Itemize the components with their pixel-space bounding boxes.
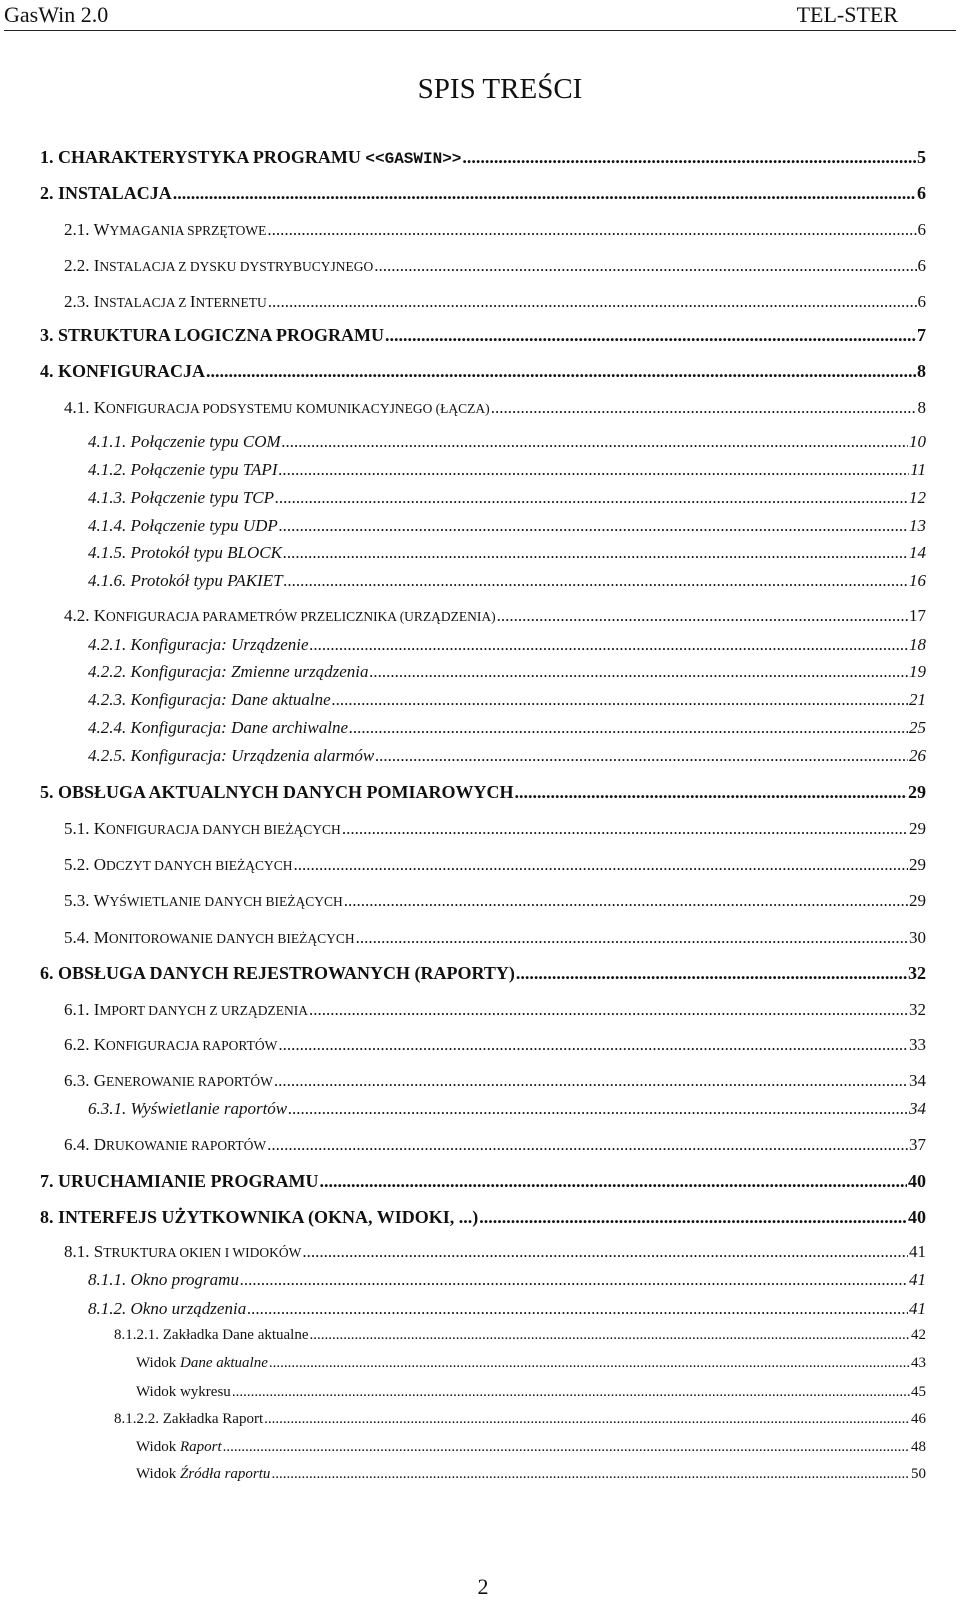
toc-entry[interactable] bbox=[88, 635, 926, 655]
toc-entry-text: Protokół typu PAKIET bbox=[130, 571, 283, 590]
toc-entry-label bbox=[40, 963, 515, 984]
toc-dot-leader bbox=[479, 1207, 907, 1228]
toc-entry[interactable] bbox=[64, 220, 926, 240]
toc-entry-smallcaps: ONFIGURACJA PARAMETRÓW PRZELICZNIKA (URZĄDZENIA) bbox=[106, 609, 496, 624]
toc-entry-label bbox=[64, 819, 341, 839]
toc-entry[interactable] bbox=[40, 1171, 926, 1192]
toc-entry-page: 32 bbox=[909, 1000, 926, 1019]
toc-entry-text: Widok bbox=[136, 1439, 180, 1455]
toc-entry-initial: K bbox=[93, 398, 107, 417]
toc-dot-leader bbox=[267, 220, 916, 240]
toc-entry-smallcaps: ONFIGURACJA DANYCH BIEŻĄCYCH bbox=[106, 822, 341, 837]
toc-entry-page: 17 bbox=[909, 606, 926, 625]
toc-entry-page: 30 bbox=[909, 928, 926, 947]
toc-dot-leader bbox=[344, 891, 908, 911]
toc-entry-label bbox=[40, 782, 514, 803]
toc-entry-smallcaps: NSTALACJA Z bbox=[99, 295, 190, 310]
toc-entry-label bbox=[64, 256, 373, 276]
toc-entry-text: Zakładka Dane aktualne bbox=[162, 1327, 309, 1343]
toc-entry-initial: W bbox=[93, 220, 110, 239]
toc-entry-page: 46 bbox=[911, 1411, 926, 1427]
toc-entry-number: 8.1.1. bbox=[88, 1270, 131, 1289]
page-title: SPIS TREŚCI bbox=[417, 73, 583, 105]
toc-entry-text: Widok wykresu bbox=[136, 1384, 231, 1400]
toc-entry-smallcaps: NSTALACJA Z DYSKU DYSTRYBUCYJNEGO bbox=[99, 259, 374, 274]
toc-entry-number: 3. bbox=[40, 325, 58, 345]
toc-entry-smallcaps: ONFIGURACJA RAPORTÓW bbox=[106, 1038, 278, 1053]
toc-entry[interactable] bbox=[114, 1411, 926, 1428]
toc-dot-leader bbox=[264, 1411, 910, 1428]
toc-entry-page: 29 bbox=[909, 819, 926, 838]
toc-entry-smallcaps: YMAGANIA SPRZĘTOWE bbox=[109, 223, 267, 238]
toc-dot-leader bbox=[356, 928, 908, 948]
toc-entry-initial: D bbox=[93, 1135, 107, 1154]
toc-entry-label bbox=[40, 147, 461, 168]
toc-entry-label bbox=[136, 1384, 231, 1401]
toc-dot-leader bbox=[310, 1327, 910, 1344]
toc-entry-label bbox=[64, 928, 355, 948]
toc-entry-smallcaps: ENEROWANIE RAPORTÓW bbox=[106, 1074, 273, 1089]
toc-entry-page: 34 bbox=[909, 1071, 926, 1090]
toc-entry[interactable] bbox=[64, 891, 926, 911]
toc-dot-leader bbox=[515, 782, 907, 803]
toc-entry-text: Protokół typu BLOCK bbox=[130, 543, 282, 562]
toc-dot-leader bbox=[240, 1270, 908, 1290]
toc-entry[interactable] bbox=[88, 1299, 926, 1319]
toc-entry-page: 40 bbox=[908, 1207, 926, 1227]
toc-entry-text: INSTALACJA bbox=[58, 183, 172, 203]
toc-entry-label bbox=[64, 1035, 277, 1055]
toc-dot-leader bbox=[247, 1299, 908, 1319]
toc-entry-page: 19 bbox=[909, 662, 926, 681]
toc-entry[interactable] bbox=[136, 1384, 926, 1401]
page-number: 2 bbox=[477, 1574, 489, 1599]
toc-dot-leader bbox=[278, 1035, 908, 1055]
toc-entry-page: 6 bbox=[917, 220, 926, 239]
toc-entry-page: 26 bbox=[909, 746, 926, 765]
toc-entry-label bbox=[64, 855, 293, 875]
toc-entry-smallcaps: ONFIGURACJA PODSYSTEMU KOMUNIKACYJNEGO (ŁĄCZA) bbox=[106, 401, 490, 416]
toc-entry[interactable] bbox=[88, 432, 926, 452]
toc-entry-number: 4.2.5. bbox=[88, 746, 131, 765]
toc-entry[interactable] bbox=[64, 855, 926, 875]
toc-entry-number: 5. bbox=[40, 782, 58, 802]
toc-entry-label bbox=[114, 1411, 263, 1428]
toc-entry-label bbox=[64, 1071, 273, 1091]
toc-dot-leader bbox=[278, 460, 909, 480]
toc-entry-initial: K bbox=[93, 606, 107, 625]
toc-entry-label bbox=[136, 1355, 268, 1372]
toc-entry[interactable] bbox=[88, 488, 926, 508]
toc-entry-smallcaps: RUKOWANIE RAPORTÓW bbox=[106, 1138, 267, 1153]
toc-entry-page: 41 bbox=[909, 1270, 926, 1289]
toc-entry-initial: I bbox=[189, 292, 196, 311]
toc-dot-leader bbox=[491, 398, 917, 418]
toc-entry-page: 37 bbox=[909, 1135, 926, 1154]
toc-entry-page: 13 bbox=[909, 516, 926, 535]
toc-entry-page: 34 bbox=[909, 1099, 926, 1118]
toc-entry-number: 4.2.2. bbox=[88, 662, 131, 681]
toc-entry-number: 5.4. bbox=[64, 928, 94, 947]
toc-entry-number: 8.1. bbox=[64, 1242, 94, 1261]
toc-entry-number: 5.1. bbox=[64, 819, 94, 838]
toc-entry-initial: W bbox=[93, 891, 110, 910]
toc-entry[interactable] bbox=[64, 928, 926, 948]
toc-dot-leader bbox=[283, 543, 908, 563]
toc-entry-text: Konfiguracja: Urządzenia alarmów bbox=[130, 746, 375, 765]
toc-entry-smallcaps: NTERNETU bbox=[195, 295, 267, 310]
toc-entry-text: Wyświetlanie raportów bbox=[130, 1099, 288, 1118]
toc-entry-initial: S bbox=[93, 1242, 104, 1261]
toc-entry-text: Okno urządzenia bbox=[130, 1299, 247, 1318]
toc-dot-leader bbox=[319, 1171, 907, 1192]
toc-entry-italic: Źródła raportu bbox=[179, 1466, 271, 1482]
toc-entry[interactable] bbox=[88, 571, 926, 591]
toc-dot-leader bbox=[302, 1242, 908, 1262]
toc-entry-number: 8.1.2.1. bbox=[114, 1327, 163, 1343]
toc-dot-leader bbox=[375, 746, 908, 766]
toc-entry-text: Konfiguracja: Zmienne urządzenia bbox=[130, 662, 369, 681]
toc-dot-leader bbox=[267, 1135, 908, 1155]
toc-entry-number: 6.1. bbox=[64, 1000, 94, 1019]
toc-entry-text: Konfiguracja: Urządzenie bbox=[130, 635, 309, 654]
toc-entry[interactable] bbox=[88, 516, 926, 536]
toc-entry-page: 41 bbox=[909, 1242, 926, 1261]
toc-entry[interactable] bbox=[88, 1270, 926, 1290]
toc-entry-page: 29 bbox=[909, 891, 926, 910]
toc-entry-text: Konfiguracja: Dane aktualne bbox=[130, 690, 331, 709]
toc-entry-page: 5 bbox=[917, 147, 926, 167]
toc-entry-page: 6 bbox=[917, 183, 926, 203]
toc-entry-number: 4.1.4. bbox=[88, 516, 131, 535]
toc-dot-leader bbox=[385, 325, 916, 346]
toc-entry-label bbox=[40, 183, 172, 204]
header-divider bbox=[4, 30, 956, 31]
toc-entry[interactable] bbox=[64, 1000, 926, 1020]
toc-entry-number: 8.1.2.2. bbox=[114, 1411, 163, 1427]
toc-entry[interactable] bbox=[88, 690, 926, 710]
toc-entry-label bbox=[88, 746, 374, 766]
toc-entry-label bbox=[64, 606, 496, 626]
toc-entry-text: Połączenie typu TAPI bbox=[130, 460, 278, 479]
toc-entry-label bbox=[88, 1270, 239, 1290]
toc-entry-page: 18 bbox=[909, 635, 926, 654]
toc-entry[interactable] bbox=[64, 606, 926, 626]
toc-entry-label bbox=[88, 690, 331, 710]
toc-entry-page: 8 bbox=[917, 361, 926, 381]
toc-entry-smallcaps: ONITOROWANIE DANYCH BIEŻĄCYCH bbox=[108, 931, 355, 946]
toc-entry[interactable] bbox=[88, 662, 926, 682]
toc-entry-number: 4.1. bbox=[64, 398, 94, 417]
toc-entry-initial: K bbox=[93, 819, 107, 838]
toc-entry-initial: I bbox=[93, 256, 100, 275]
toc-entry-number: 4.1.6. bbox=[88, 571, 131, 590]
toc-entry[interactable] bbox=[136, 1466, 926, 1483]
toc-entry-label bbox=[88, 432, 281, 452]
toc-entry[interactable] bbox=[114, 1327, 926, 1344]
toc-entry-number: 5.2. bbox=[64, 855, 94, 874]
toc-entry[interactable] bbox=[40, 1207, 926, 1228]
toc-entry[interactable] bbox=[88, 718, 926, 738]
toc-entry-number: 4.2.4. bbox=[88, 718, 131, 737]
page-header bbox=[0, 0, 960, 30]
toc-entry[interactable] bbox=[88, 746, 926, 766]
toc-entry-number: 8. bbox=[40, 1207, 58, 1227]
toc-entry-text: CHARAKTERYSTYKA PROGRAMU bbox=[58, 147, 366, 167]
toc-dot-leader bbox=[462, 147, 916, 168]
toc-entry-number: 2. bbox=[40, 183, 58, 203]
toc-entry-page: 6 bbox=[917, 256, 926, 275]
toc-dot-leader bbox=[206, 361, 916, 382]
toc-entry-text: STRUKTURA LOGICZNA PROGRAMU bbox=[58, 325, 385, 345]
toc-entry-number: 6.2. bbox=[64, 1035, 94, 1054]
toc-entry-label bbox=[88, 1099, 287, 1119]
toc-dot-leader bbox=[310, 635, 908, 655]
toc-entry-page: 40 bbox=[908, 1171, 926, 1191]
toc-entry-initial: M bbox=[93, 928, 109, 947]
toc-dot-leader bbox=[274, 1071, 908, 1091]
toc-dot-leader bbox=[268, 292, 917, 312]
toc-entry-text: URUCHAMIANIE PROGRAMU bbox=[58, 1171, 319, 1191]
toc-entry[interactable] bbox=[40, 963, 926, 984]
toc-entry[interactable] bbox=[64, 1035, 926, 1055]
toc-entry-label bbox=[88, 516, 278, 536]
toc-entry-smallcaps: TRUKTURA OKIEN I WIDOKÓW bbox=[103, 1245, 302, 1260]
toc-entry-page: 45 bbox=[911, 1384, 926, 1400]
toc-entry-page: 32 bbox=[908, 963, 926, 983]
toc-entry-label bbox=[64, 1135, 266, 1155]
header-app-name: GasWin 2.0 bbox=[4, 2, 109, 27]
toc-entry[interactable] bbox=[88, 1099, 926, 1119]
toc-entry-label bbox=[64, 1242, 301, 1262]
toc-entry[interactable] bbox=[64, 1242, 926, 1262]
toc-dot-leader bbox=[223, 1439, 910, 1456]
toc-entry-page: 8 bbox=[917, 398, 926, 417]
toc-entry-number: 4.1.3. bbox=[88, 488, 131, 507]
toc-entry-number: 6.3.1. bbox=[88, 1099, 131, 1118]
toc-entry-number: 6.4. bbox=[64, 1135, 94, 1154]
toc-entry[interactable] bbox=[136, 1355, 926, 1372]
toc-dot-leader bbox=[173, 183, 916, 204]
toc-entry-page: 7 bbox=[917, 325, 926, 345]
toc-entry-page: 48 bbox=[911, 1439, 926, 1455]
toc-entry[interactable] bbox=[64, 1135, 926, 1155]
toc-entry-initial: G bbox=[93, 1071, 107, 1090]
toc-dot-leader bbox=[349, 718, 908, 738]
toc-entry-label bbox=[88, 543, 282, 563]
toc-entry-page: 14 bbox=[909, 543, 926, 562]
toc-entry-label bbox=[88, 662, 369, 682]
toc-entry-number: 4.1.2. bbox=[88, 460, 131, 479]
toc-entry[interactable] bbox=[40, 361, 926, 382]
toc-entry-smallcaps: DCZYT DANYCH BIEŻĄCYCH bbox=[106, 858, 293, 873]
toc-entry[interactable] bbox=[40, 325, 926, 346]
toc-dot-leader bbox=[332, 690, 908, 710]
toc-entry-label bbox=[40, 325, 384, 346]
toc-dot-leader bbox=[516, 963, 907, 984]
toc-dot-leader bbox=[284, 571, 908, 591]
toc-entry-label bbox=[114, 1327, 309, 1344]
toc-entry-page: 11 bbox=[910, 460, 926, 479]
toc-entry-page: 29 bbox=[909, 855, 926, 874]
toc-dot-leader bbox=[374, 256, 916, 276]
toc-entry-number: 2.3. bbox=[64, 292, 94, 311]
toc-entry-text: Okno programu bbox=[130, 1270, 239, 1289]
toc-entry-text: Połączenie typu UDP bbox=[130, 516, 278, 535]
toc-entry-number: 2.1. bbox=[64, 220, 94, 239]
toc-dot-leader bbox=[282, 432, 908, 452]
toc-entry-page: 43 bbox=[911, 1355, 926, 1371]
toc-dot-leader bbox=[271, 1466, 910, 1483]
toc-entry-italic: Raport bbox=[179, 1439, 222, 1455]
toc-entry-label bbox=[64, 292, 267, 312]
toc-entry-page: 16 bbox=[909, 571, 926, 590]
toc-entry-number: 4. bbox=[40, 361, 58, 381]
toc-entry-page: 12 bbox=[909, 488, 926, 507]
toc-entry-label bbox=[136, 1439, 222, 1456]
toc-entry-label bbox=[40, 1171, 318, 1192]
toc-entry-initial: I bbox=[93, 292, 100, 311]
toc-entry[interactable] bbox=[136, 1439, 926, 1456]
toc-dot-leader bbox=[269, 1355, 910, 1372]
toc-entry-initial: K bbox=[93, 1035, 107, 1054]
toc-entry-initial: I bbox=[93, 1000, 100, 1019]
toc-entry-text: KONFIGURACJA bbox=[58, 361, 205, 381]
toc-entry-initial: O bbox=[93, 855, 107, 874]
toc-entry-label bbox=[88, 718, 348, 738]
toc-entry-text: Widok bbox=[136, 1355, 180, 1371]
toc-dot-leader bbox=[288, 1099, 908, 1119]
toc-dot-leader bbox=[279, 516, 908, 536]
toc-dot-leader bbox=[497, 606, 908, 626]
toc-entry-label bbox=[64, 398, 490, 418]
toc-dot-leader bbox=[342, 819, 908, 839]
toc-entry-page: 6 bbox=[917, 292, 926, 311]
toc-entry[interactable] bbox=[40, 183, 926, 204]
toc-entry-text: Widok bbox=[136, 1466, 180, 1482]
toc-entry-code: <<GASWIN>> bbox=[365, 150, 462, 168]
toc-entry-label bbox=[64, 1000, 308, 1020]
toc-entry-number: 4.1.5. bbox=[88, 543, 131, 562]
toc-entry-label bbox=[88, 571, 283, 591]
toc-entry[interactable] bbox=[40, 147, 926, 168]
toc-entry-text: Konfiguracja: Dane archiwalne bbox=[130, 718, 349, 737]
toc-entry-number: 8.1.2. bbox=[88, 1299, 131, 1318]
toc-entry-text: Połączenie typu TCP bbox=[130, 488, 275, 507]
toc-entry-number: 4.1.1. bbox=[88, 432, 131, 451]
toc-entry-number: 6. bbox=[40, 963, 58, 983]
toc-entry[interactable] bbox=[64, 1071, 926, 1091]
toc-entry-label bbox=[88, 488, 274, 508]
toc-entry-number: 7. bbox=[40, 1171, 58, 1191]
toc-entry-number: 2.2. bbox=[64, 256, 94, 275]
toc-entry-text: Zakładka Raport bbox=[162, 1411, 264, 1427]
toc-entry-label bbox=[64, 220, 266, 240]
toc-entry-text: INTERFEJS UŻYTKOWNIKA (OKNA, WIDOKI, ...) bbox=[58, 1207, 479, 1227]
toc-entry-number: 4.2.1. bbox=[88, 635, 131, 654]
toc-entry-label bbox=[40, 1207, 478, 1228]
toc-dot-leader bbox=[275, 488, 908, 508]
toc-entry-label bbox=[88, 1299, 246, 1319]
toc-entry-page: 10 bbox=[909, 432, 926, 451]
toc-entry-page: 33 bbox=[909, 1035, 926, 1054]
toc-entry-label bbox=[88, 635, 309, 655]
toc-entry[interactable] bbox=[64, 398, 926, 418]
toc-dot-leader bbox=[370, 662, 909, 682]
toc-entry-label bbox=[40, 361, 205, 382]
toc-entry[interactable] bbox=[88, 460, 926, 480]
toc-entry-label bbox=[64, 891, 343, 911]
toc-entry-number: 4.2.3. bbox=[88, 690, 131, 709]
toc-entry-page: 21 bbox=[909, 690, 926, 709]
toc-entry-smallcaps: MPORT DANYCH Z URZĄDZENIA bbox=[99, 1003, 308, 1018]
toc-entry-page: 42 bbox=[911, 1327, 926, 1343]
toc-entry-label bbox=[88, 460, 277, 480]
toc-entry-number: 6.3. bbox=[64, 1071, 94, 1090]
toc-entry-label bbox=[136, 1466, 270, 1483]
toc-entry-text: OBSŁUGA DANYCH REJESTROWANYCH (RAPORTY) bbox=[58, 963, 515, 983]
toc-dot-leader bbox=[232, 1384, 910, 1401]
toc-entry[interactable] bbox=[64, 256, 926, 276]
toc-entry[interactable] bbox=[40, 782, 926, 803]
toc-entry-page: 50 bbox=[911, 1466, 926, 1482]
toc-entry-text: Połączenie typu COM bbox=[130, 432, 281, 451]
header-company-name: TEL-STER bbox=[796, 2, 898, 27]
toc-entry-number: 4.2. bbox=[64, 606, 94, 625]
toc-entry-smallcaps: YŚWIETLANIE DANYCH BIEŻĄCYCH bbox=[109, 894, 343, 909]
toc-entry[interactable] bbox=[88, 543, 926, 563]
toc-entry-page: 29 bbox=[908, 782, 926, 802]
toc-entry-page: 41 bbox=[909, 1299, 926, 1318]
toc-entry[interactable] bbox=[64, 292, 926, 312]
toc-entry-number: 5.3. bbox=[64, 891, 94, 910]
toc-dot-leader bbox=[294, 855, 908, 875]
toc-entry-number: 1. bbox=[40, 147, 58, 167]
toc-entry-text: OBSŁUGA AKTUALNYCH DANYCH POMIAROWYCH bbox=[58, 782, 514, 802]
toc-entry[interactable] bbox=[64, 819, 926, 839]
toc-entry-italic: Dane aktualne bbox=[179, 1355, 268, 1371]
toc-dot-leader bbox=[309, 1000, 908, 1020]
toc-entry-page: 25 bbox=[909, 718, 926, 737]
